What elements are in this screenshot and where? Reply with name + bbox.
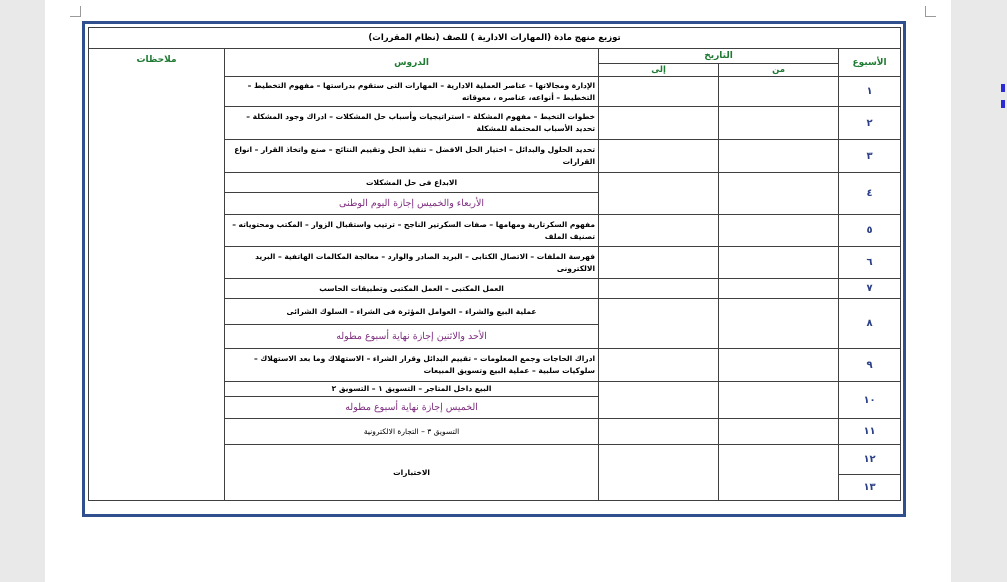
holiday-note: الخميس إجازة نهاية أسبوع مطوله (225, 397, 599, 419)
table-title: توزيع منهج مادة (المهارات الادارية ) للصف (نظام المقررات) (89, 28, 901, 49)
margin-corner-mark (70, 6, 81, 17)
margin-corner-mark (925, 6, 936, 17)
week-number: ١ (839, 77, 901, 107)
lesson-cell: خطوات التخيط – مفهوم المشكلة – استراتيجيات وأسباب حل المشكلات – ادراك وجود المشكلة – تحديد الأسباب المحتملة للمشكلة (225, 107, 599, 140)
header-to: إلى (599, 64, 719, 77)
week-number: ٤ (839, 173, 901, 215)
from-cell (719, 77, 839, 107)
to-cell (599, 247, 719, 279)
week-number: ٢ (839, 107, 901, 140)
from-cell (719, 140, 839, 173)
to-cell (599, 107, 719, 140)
to-cell (599, 140, 719, 173)
from-cell (719, 215, 839, 247)
to-cell (599, 419, 719, 445)
scroll-marker (1001, 100, 1005, 108)
curriculum-table (88, 27, 901, 501)
to-cell (599, 382, 719, 419)
to-cell (599, 299, 719, 349)
lesson-cell: الاختبارات (225, 445, 599, 501)
header-notes: ملاحظات (89, 49, 225, 501)
lesson-cell: فهرسة الملفات – الاتصال الكتابى – البريد الصادر والوارد – معالجة المكالمات الهاتفية – البريد الالكترونى (225, 247, 599, 279)
to-cell (599, 279, 719, 299)
header-lessons: الدروس (225, 49, 599, 77)
week-number: ٨ (839, 299, 901, 349)
to-cell (599, 173, 719, 215)
holiday-note: الأحد والاثنين إجازة نهاية أسبوع مطوله (225, 325, 599, 349)
from-cell (719, 419, 839, 445)
week-number: ٣ (839, 140, 901, 173)
header-week: الأسبوع (839, 49, 901, 77)
scroll-marker (1001, 84, 1005, 92)
from-cell (719, 445, 839, 501)
lesson-cell: التسويق ٣ – التجارة الالكترونية (225, 419, 599, 445)
curriculum-frame (82, 21, 906, 517)
lesson-cell: الإدارة ومجالاتها – عناصر العملية الادارية – المهارات التى ستقوم بدراستها – مفهوم التخطيط – التخطيط – أنواعه، عناصره ، معوقاته (225, 77, 599, 107)
week-number: ١١ (839, 419, 901, 445)
from-cell (719, 107, 839, 140)
from-cell (719, 382, 839, 419)
lesson-cell: تحديد الحلول والبدائل – اختيار الحل الافضل – تنفيذ الحل وتقييم النتائج – صنع واتخاذ القرار – انواع القرارات (225, 140, 599, 173)
to-cell (599, 445, 719, 501)
week-number: ٦ (839, 247, 901, 279)
lesson-cell: البيع داخل المتاجر – التسويق ١ – التسويق ٢ (225, 382, 599, 397)
week-number: ١٠ (839, 382, 901, 419)
lesson-cell: العمل المكتبى – العمل المكتبى وتطبيقات الحاسب (225, 279, 599, 299)
to-cell (599, 77, 719, 107)
lesson-cell: الابداع فى حل المشكلات (225, 173, 599, 193)
week-number: ١٢ (839, 445, 901, 475)
from-cell (719, 279, 839, 299)
week-number: ٥ (839, 215, 901, 247)
header-date: التاريخ (599, 49, 839, 64)
lesson-cell: عملية البيع والشراء – العوامل المؤثرة فى الشراء – السلوك الشرائى (225, 299, 599, 325)
to-cell (599, 215, 719, 247)
header-from: من (719, 64, 839, 77)
holiday-note: الأربعاء والخميس إجازة اليوم الوطنى (225, 193, 599, 215)
from-cell (719, 173, 839, 215)
week-number: ١٣ (839, 475, 901, 501)
week-number: ٩ (839, 349, 901, 382)
lesson-cell: ادراك الحاجات وجمع المعلومات – تقييم البدائل وقرار الشراء – الاستهلاك وما بعد الاستهلاك – سلوكيات سلبية – عملية البيع وتسويق المبيعات (225, 349, 599, 382)
from-cell (719, 247, 839, 279)
to-cell (599, 349, 719, 382)
from-cell (719, 299, 839, 349)
lesson-cell: مفهوم السكرتارية ومهامها – صفات السكرتير الناجح – ترتيب واستقبال الزوار – المكتب ومحتوياته – تصنيف الملف (225, 215, 599, 247)
week-number: ٧ (839, 279, 901, 299)
from-cell (719, 349, 839, 382)
